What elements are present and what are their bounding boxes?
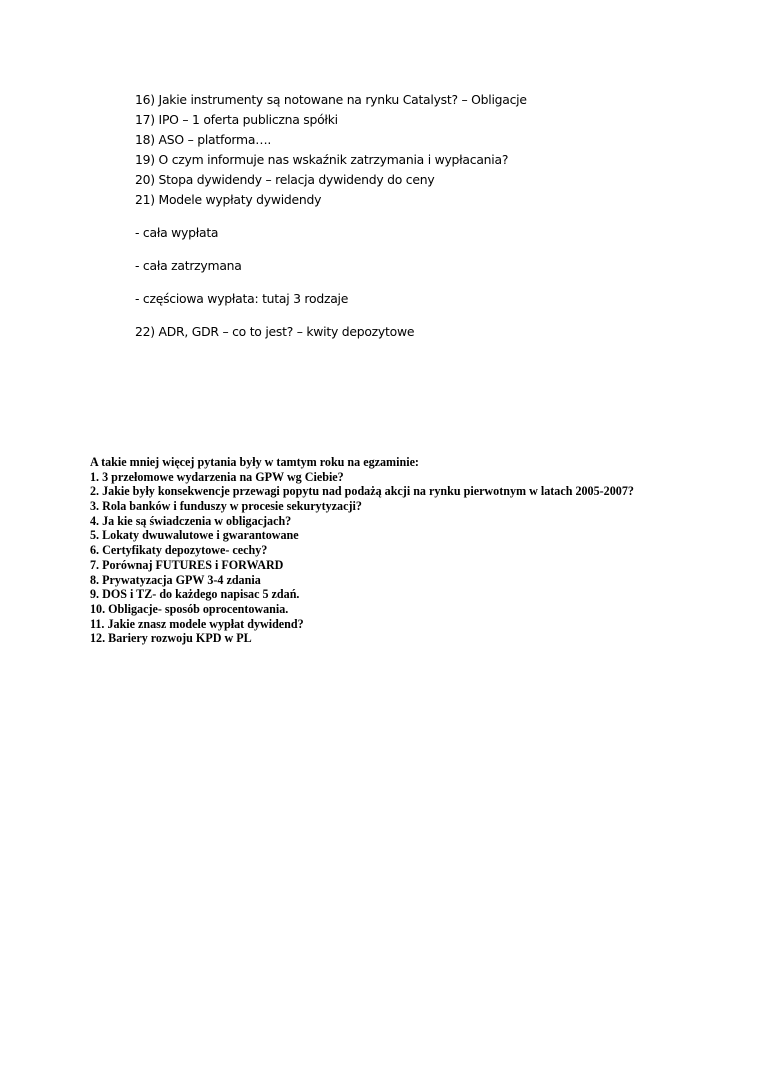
exam-question: 9. DOS i TZ- do każdego napisac 5 zdań. (90, 587, 300, 602)
list-item-17: 17) IPO – 1 oferta publiczna spółki (135, 112, 338, 127)
exam-question: 1. 3 przełomowe wydarzenia na GPW wg Ciebie? (90, 469, 344, 484)
exam-question: 11. Jakie znasz modele wypłat dywidend? (90, 616, 304, 631)
dividend-model-full-retention: - cała zatrzymana (135, 258, 242, 273)
list-item-19: 19) O czym informuje nas wskaźnik zatrzymania i wypłacania? (135, 152, 509, 167)
list-item-20: 20) Stopa dywidendy – relacja dywidendy do ceny (135, 172, 435, 187)
exam-question: 2. Jakie były konsekwencje przewagi popytu nad podażą akcji na rynku pierwotnym w latach 2005-2007? (90, 484, 634, 499)
exam-question: 5. Lokaty dwuwalutowe i gwarantowane (90, 528, 299, 543)
exam-question: 4. Ja kie są świadczenia w obligacjach? (90, 513, 292, 528)
list-item-21: 21) Modele wypłaty dywidendy (135, 192, 322, 207)
exam-question: 10. Obligacje- sposób oprocentowania. (90, 601, 289, 616)
exam-question: 6. Certyfikaty depozytowe- cechy? (90, 543, 268, 558)
exam-question: 3. Rola banków i funduszy w procesie sekurytyzacji? (90, 499, 362, 514)
exam-question: 8. Prywatyzacja GPW 3-4 zdania (90, 572, 261, 587)
dividend-model-partial-payout: - częściowa wypłata: tutaj 3 rodzaje (135, 291, 349, 306)
exam-questions-section (90, 455, 730, 646)
exam-section-heading: A takie mniej więcej pytania były w tamtym roku na egzaminie: (90, 455, 419, 469)
exam-question: 7. Porównaj FUTURES i FORWARD (90, 557, 284, 572)
numbered-list-continuation (135, 90, 695, 342)
dividend-model-full-payout: - cała wypłata (135, 225, 219, 240)
list-item-18: 18) ASO – platforma…. (135, 132, 272, 147)
list-item-16: 16) Jakie instrumenty są notowane na rynku Catalyst? – Obligacje (135, 92, 527, 107)
list-item-22: 22) ADR, GDR – co to jest? – kwity depozytowe (135, 324, 415, 339)
exam-question: 12. Bariery rozwoju KPD w PL (90, 631, 252, 646)
